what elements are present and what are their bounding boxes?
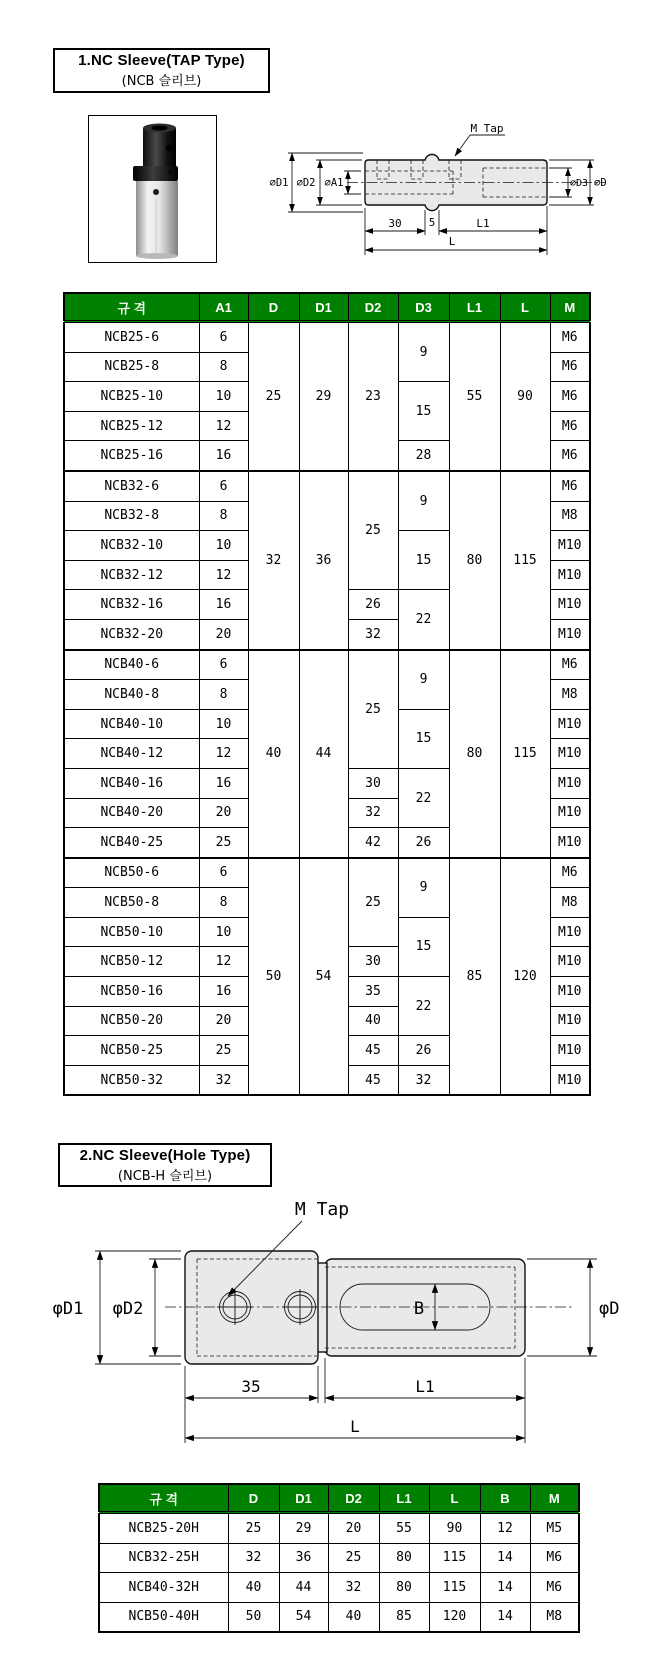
spec-cell: 8: [199, 352, 248, 382]
dim-30-label: 30: [388, 217, 402, 230]
spec-cell: 40: [228, 1573, 279, 1603]
spec-cell: 9: [398, 471, 449, 531]
spec-cell: NCB40-12: [64, 739, 199, 769]
spec-cell: NCB40-20: [64, 798, 199, 828]
col-header: D3: [398, 293, 449, 322]
table-row: [64, 471, 590, 501]
m-tap-callout: [455, 122, 505, 156]
table-row: [64, 858, 590, 888]
dim-l1-label: L1: [415, 1377, 435, 1396]
col-header: D1: [299, 293, 348, 322]
spec-cell: 14: [480, 1602, 530, 1632]
spec-cell: NCB25-8: [64, 352, 199, 382]
spec-cell: 6: [199, 471, 248, 501]
spec-cell: NCB25-20H: [99, 1513, 228, 1544]
spec-cell: 26: [398, 828, 449, 858]
spec-cell: M10: [550, 828, 590, 858]
spec-cell: 25: [199, 1036, 248, 1066]
spec-cell: 29: [279, 1513, 328, 1544]
dia-d1-label: φD1: [52, 1299, 84, 1319]
spec-cell: 10: [199, 382, 248, 412]
spec-cell: M6: [550, 441, 590, 471]
spec-cell: NCB50-10: [64, 917, 199, 947]
spec-cell: 20: [199, 619, 248, 649]
spec-cell: M10: [550, 560, 590, 590]
spec-cell: NCB50-8: [64, 888, 199, 918]
spec-cell: NCB40-6: [64, 650, 199, 680]
spec-cell: 30: [348, 768, 398, 798]
spec-cell: M10: [550, 947, 590, 977]
spec-cell: NCB50-12: [64, 947, 199, 977]
spec-cell: 80: [449, 471, 500, 650]
table-row: [64, 322, 590, 353]
spec-cell: 20: [199, 798, 248, 828]
spec-cell: 32: [348, 619, 398, 649]
spec-cell: NCB32-12: [64, 560, 199, 590]
tap-type-spec-table: [63, 292, 591, 1096]
spec-cell: 40: [348, 1006, 398, 1036]
table-row: [99, 1602, 579, 1632]
spec-cell: NCB50-40H: [99, 1602, 228, 1632]
spec-cell: M10: [550, 917, 590, 947]
dim-l-label: L: [448, 235, 456, 248]
col-header: D1: [279, 1484, 328, 1513]
spec-cell: 80: [449, 650, 500, 858]
spec-cell: 6: [199, 650, 248, 680]
spec-cell: M10: [550, 768, 590, 798]
spec-cell: 9: [398, 858, 449, 918]
col-header: A1: [199, 293, 248, 322]
spec-cell: 50: [228, 1602, 279, 1632]
spec-cell: 32: [328, 1573, 379, 1603]
sleeve-photo-shapes: [133, 124, 178, 260]
spec-cell: 120: [500, 858, 550, 1096]
col-header: L: [500, 293, 550, 322]
spec-cell: M6: [550, 411, 590, 441]
spec-cell: 10: [199, 531, 248, 561]
col-header: D: [228, 1484, 279, 1513]
spec-cell: 8: [199, 680, 248, 710]
spec-cell: 45: [348, 1065, 398, 1095]
spec-cell: 28: [398, 441, 449, 471]
spec-cell: M10: [550, 798, 590, 828]
drawing-hole-type: [25, 1195, 655, 1460]
spec-cell: 25: [228, 1513, 279, 1544]
spec-cell: M10: [550, 1065, 590, 1095]
spec-cell: 44: [299, 650, 348, 858]
spec-cell: 10: [199, 917, 248, 947]
spec-cell: 25: [348, 858, 398, 947]
spec-cell: 12: [199, 947, 248, 977]
col-header: D: [248, 293, 299, 322]
dia-d2-label: φD2: [112, 1299, 144, 1319]
spec-cell: 22: [398, 977, 449, 1036]
spec-cell: 23: [348, 322, 398, 471]
spec-cell: 9: [398, 650, 449, 710]
spec-cell: NCB25-6: [64, 322, 199, 353]
spec-cell: 115: [500, 650, 550, 858]
spec-cell: NCB32-16: [64, 590, 199, 620]
spec-cell: 45: [348, 1036, 398, 1066]
spec-cell: 40: [248, 650, 299, 858]
right-dimension: [527, 1259, 619, 1356]
col-header: B: [480, 1484, 530, 1513]
spec-cell: 42: [348, 828, 398, 858]
spec-cell: 26: [348, 590, 398, 620]
spec-cell: M10: [550, 1036, 590, 1066]
spec-cell: 54: [279, 1602, 328, 1632]
table-row: [99, 1543, 579, 1573]
spec-cell: M10: [550, 739, 590, 769]
spec-cell: M10: [550, 531, 590, 561]
table-row: [64, 650, 590, 680]
col-header: D2: [328, 1484, 379, 1513]
m-tap-label: M Tap: [294, 1199, 350, 1220]
section1-title-box: [53, 48, 270, 93]
dia-d2-label: ∅D2: [296, 177, 316, 189]
dia-d-label: ∅D: [594, 177, 607, 189]
spec-cell: 12: [199, 560, 248, 590]
spec-cell: M10: [550, 709, 590, 739]
slot-b-label: B: [413, 1299, 425, 1319]
spec-cell: 25: [348, 471, 398, 590]
hole-type-spec-table: [98, 1483, 580, 1633]
spec-cell: M8: [530, 1602, 579, 1632]
spec-cell: 35: [348, 977, 398, 1007]
spec-cell: 115: [500, 471, 550, 650]
spec-cell: M10: [550, 977, 590, 1007]
spec-cell: NCB50-6: [64, 858, 199, 888]
spec-cell: 16: [199, 590, 248, 620]
spec-cell: NCB25-12: [64, 411, 199, 441]
spec-cell: NCB32-20: [64, 619, 199, 649]
left-dimensions: [53, 1251, 181, 1364]
col-header: M: [530, 1484, 579, 1513]
spec-cell: M8: [550, 888, 590, 918]
spec-cell: 32: [348, 798, 398, 828]
spec-cell: 30: [348, 947, 398, 977]
spec-cell: NCB50-20: [64, 1006, 199, 1036]
spec-cell: 32: [398, 1065, 449, 1095]
spec-cell: 26: [398, 1036, 449, 1066]
spec-cell: 115: [429, 1573, 480, 1603]
spec-cell: 14: [480, 1543, 530, 1573]
dim-5-label: 5: [428, 217, 436, 229]
spec-cell: 25: [199, 828, 248, 858]
spec-cell: M10: [550, 590, 590, 620]
section2-subtitle-korean: (NCB-H 슬리브): [117, 1168, 213, 1184]
spec-cell: 115: [429, 1543, 480, 1573]
spec-cell: 55: [449, 322, 500, 471]
spec-cell: 22: [398, 590, 449, 650]
bottom-dimensions: [185, 1358, 525, 1443]
spec-cell: M10: [550, 619, 590, 649]
spec-cell: 80: [379, 1543, 429, 1573]
spec-cell: M8: [550, 501, 590, 531]
spec-cell: NCB32-10: [64, 531, 199, 561]
dim-35-label: 35: [241, 1377, 261, 1396]
col-header: D2: [348, 293, 398, 322]
spec-cell: 14: [480, 1573, 530, 1603]
table-row: [99, 1513, 579, 1544]
section2-title: 2.NC Sleeve(Hole Type): [79, 1146, 251, 1164]
header-row: [99, 1484, 579, 1513]
spec-cell: NCB25-16: [64, 441, 199, 471]
spec-cell: 15: [398, 709, 449, 768]
dia-a1-label: ∅A1: [324, 177, 344, 189]
spec-cell: 90: [429, 1513, 480, 1544]
spec-cell: M6: [550, 322, 590, 353]
spec-cell: 50: [248, 858, 299, 1096]
spec-cell: 20: [328, 1513, 379, 1544]
spec-cell: 6: [199, 322, 248, 353]
spec-cell: NCB32-8: [64, 501, 199, 531]
spec-cell: M6: [550, 382, 590, 412]
spec-cell: 90: [500, 322, 550, 471]
col-header: L: [429, 1484, 480, 1513]
dia-d3-label: ∅D3: [569, 178, 589, 189]
dim-l1-label: L1: [476, 217, 490, 230]
spec-cell: NCB32-25H: [99, 1543, 228, 1573]
m-tap-label: M Tap: [470, 122, 504, 135]
spec-cell: M8: [550, 680, 590, 710]
spec-cell: 12: [199, 411, 248, 441]
spec-cell: NCB50-16: [64, 977, 199, 1007]
product-photo-frame: [88, 115, 217, 263]
spec-cell: 16: [199, 441, 248, 471]
spec-cell: 29: [299, 322, 348, 471]
section2-title-box: [58, 1143, 272, 1187]
spec-cell: NCB40-32H: [99, 1573, 228, 1603]
spec-cell: 25: [328, 1543, 379, 1573]
spec-cell: NCB40-25: [64, 828, 199, 858]
spec-cell: 36: [279, 1543, 328, 1573]
header-row: [64, 293, 590, 322]
spec-cell: 10: [199, 709, 248, 739]
spec-cell: M6: [550, 650, 590, 680]
spec-cell: M6: [550, 352, 590, 382]
spec-cell: 85: [379, 1602, 429, 1632]
spec-cell: 44: [279, 1573, 328, 1603]
spec-cell: 25: [348, 650, 398, 769]
spec-cell: 16: [199, 768, 248, 798]
spec-cell: NCB40-10: [64, 709, 199, 739]
table-row: [99, 1573, 579, 1603]
spec-cell: M5: [530, 1513, 579, 1544]
spec-cell: NCB40-8: [64, 680, 199, 710]
spec-cell: 36: [299, 471, 348, 650]
col-header: 규 격: [64, 293, 199, 322]
spec-cell: NCB50-25: [64, 1036, 199, 1066]
spec-cell: 54: [299, 858, 348, 1096]
spec-cell: 6: [199, 858, 248, 888]
sleeve-body-outline: [185, 1251, 525, 1364]
spec-cell: NCB50-32: [64, 1065, 199, 1095]
spec-cell: 15: [398, 382, 449, 441]
col-header: 규 격: [99, 1484, 228, 1513]
spec-cell: 80: [379, 1573, 429, 1603]
spec-cell: M10: [550, 1006, 590, 1036]
spec-cell: 12: [199, 739, 248, 769]
spec-cell: 16: [199, 977, 248, 1007]
spec-cell: 15: [398, 917, 449, 976]
dim-l-label: L: [350, 1417, 360, 1436]
section1-subtitle-korean: (NCB 슬리브): [121, 74, 202, 89]
drawing-tap-type: [243, 107, 663, 257]
spec-cell: 25: [248, 322, 299, 471]
spec-cell: 20: [199, 1006, 248, 1036]
spec-cell: 32: [199, 1065, 248, 1095]
spec-cell: 8: [199, 501, 248, 531]
spec-cell: M6: [550, 858, 590, 888]
bottom-dimensions: [365, 206, 547, 255]
spec-cell: 9: [398, 322, 449, 382]
dia-d-label: φD: [599, 1299, 620, 1319]
spec-cell: 55: [379, 1513, 429, 1544]
spec-cell: 85: [449, 858, 500, 1096]
dia-d1-label: ∅D1: [269, 177, 289, 189]
spec-cell: M6: [550, 471, 590, 501]
spec-cell: 8: [199, 888, 248, 918]
spec-cell: M6: [530, 1573, 579, 1603]
spec-cell: NCB40-16: [64, 768, 199, 798]
spec-cell: 32: [248, 471, 299, 650]
spec-cell: 22: [398, 768, 449, 827]
col-header: L1: [379, 1484, 429, 1513]
spec-cell: 12: [480, 1513, 530, 1544]
section1-title: 1.NC Sleeve(TAP Type): [78, 52, 245, 69]
spec-cell: 40: [328, 1602, 379, 1632]
spec-cell: NCB32-6: [64, 471, 199, 501]
product-photo: [89, 116, 216, 262]
spec-cell: M6: [530, 1543, 579, 1573]
col-header: L1: [449, 293, 500, 322]
spec-cell: 32: [228, 1543, 279, 1573]
spec-cell: NCB25-10: [64, 382, 199, 412]
col-header: M: [550, 293, 590, 322]
spec-cell: 120: [429, 1602, 480, 1632]
spec-cell: 15: [398, 531, 449, 590]
